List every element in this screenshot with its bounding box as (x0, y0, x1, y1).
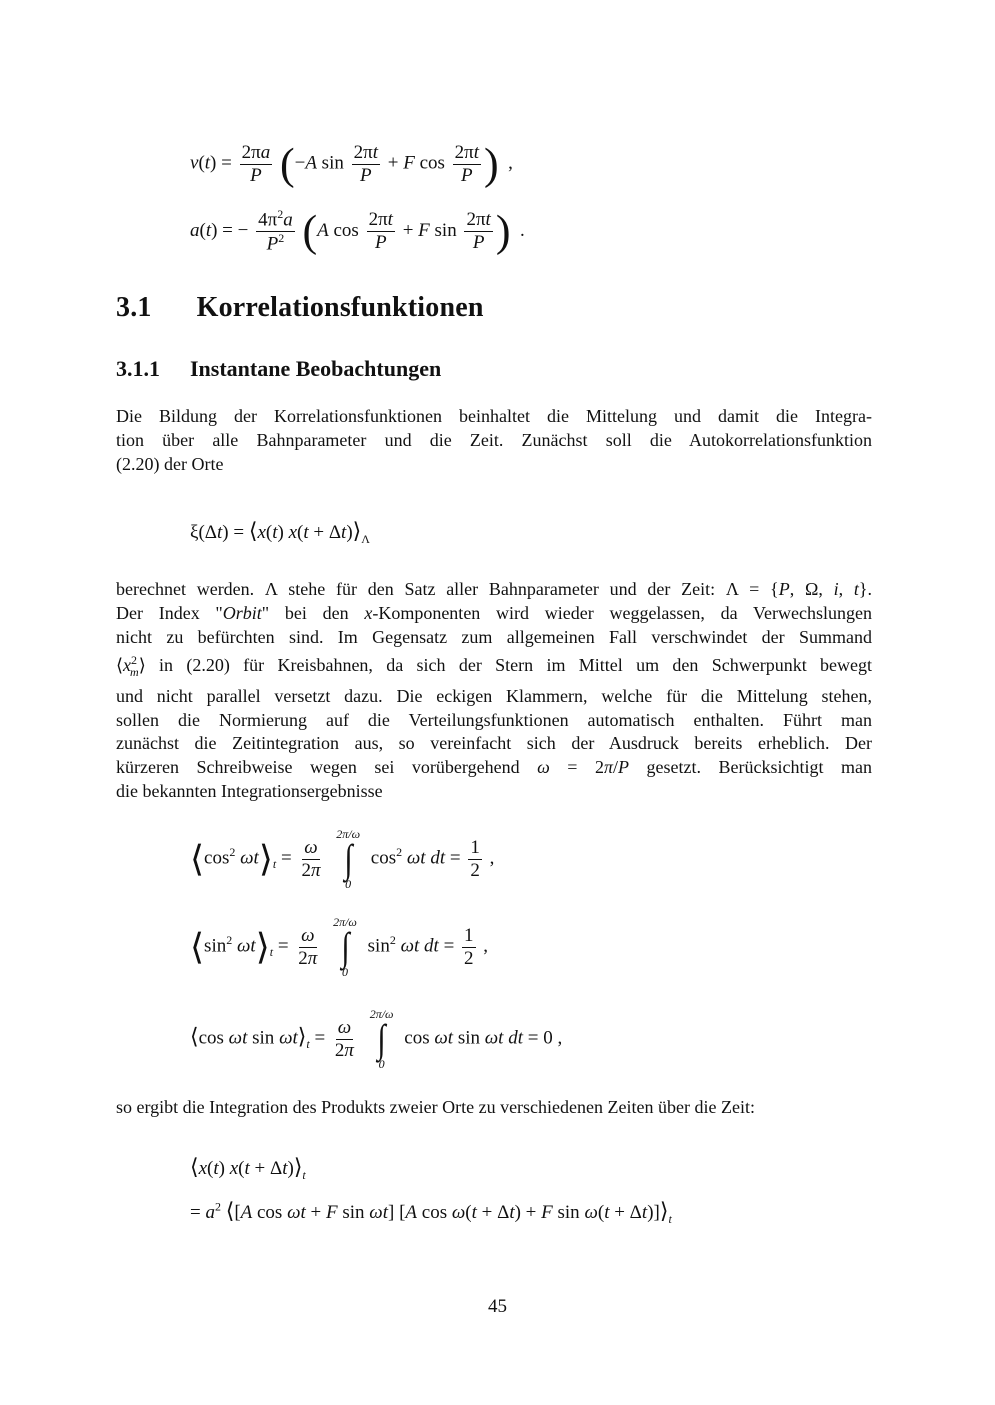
text-line: Der Index "Orbit" bei den x-Komponenten wird wieder weggelassen, da Verwechslungen (116, 602, 873, 623)
equation-xi: ξ(Δt) = ⟨x(t) $x(t + \Delta t)⟩_\Lambda$ (190, 518, 370, 546)
text-line: kürzeren Schreibweise wegen sei vorübergehend ω = 2π/P gesetzt. Berücksichtigt man (116, 757, 872, 778)
subsection-heading (116, 356, 441, 382)
text-line: nicht zu befürchten sind. Im Gegensatz zum allgemeinen Fall verschwindet der Summand (116, 626, 872, 647)
equation-final-line2: = $a^2$ ⟨[A cos ωt + F sin ωt] [A cos ω(t + Δt) + F $\sin \omega(t + \Delta t)]⟩_t$ (190, 1198, 672, 1226)
section-number: 3.1 (116, 292, 152, 323)
text-line: und nicht parallel versetzt dazu. Die eckigen Klammern, welche für die Mittelung stehen, (116, 685, 872, 706)
section-title: Korrelationsfunktionen (196, 292, 484, 323)
equation-velocity: v(t) = $\frac{2\pi a}{P}$ (−A sin $\frac{2\pi t}{P}$ + F cos $\frac{2\pi t}{P}$ ) , (190, 139, 513, 189)
text-line: die bekannten Integrationsergebnisse (116, 780, 383, 801)
subsection-title: Instantane Beobachtungen (190, 356, 442, 381)
page-number: 45 (488, 1296, 507, 1317)
paragraph-intro (116, 405, 872, 476)
equation-integral-sin2: $⟨\sin^2$ $\omega t⟩_t$ = $\frac{\omega}{2\pi}$ 2π/ω ∫ 0 $\sin^2 \omega t$ dt = $\frac{1}{2}$ , (190, 915, 489, 979)
text-line: tion über alle Bahnparameter und die Zeit. Zunächst soll die Autokorrelationsfunktion (116, 429, 872, 450)
equation-acceleration: a(t) = − $\frac{4\pi^2a}{P^2}$ (A cos $\frac{2\pi t}{P}$ + F sin $\frac{2\pi t}{P}$ ) . (190, 206, 525, 256)
text-line: zunächst die Zeitintegration aus, so vereinfacht sich der Ausdruck bereits erheblich. Der (116, 733, 872, 754)
section-heading (116, 292, 484, 324)
text-line: $⟨x^2_m⟩$ in (2.20) für Kreisbahnen, da sich der Stern im Mittel um den Schwerpunkt bewegt (116, 653, 872, 679)
equation-integral-cossin: ⟨cos ωt $\sin \omega t⟩_t$ = $\frac{\omega}{2\pi}$ 2π/ω ∫ 0 cos ωt sin ωt dt = 0 , (190, 1007, 563, 1071)
equation-integral-cos2: $⟨\cos^2$ $\omega t⟩_t$ = $\frac{\omega}{2\pi}$ 2π/ω ∫ 0 $\cos^2 \omega t$ dt = $\frac{1}{2}$ , (190, 827, 495, 891)
text-line: so ergibt die Integration des Produkts zweier Orte zu verschiedenen Zeiten über die Zeit: (116, 1097, 755, 1117)
paragraph-main (116, 578, 872, 804)
text-line: sollen die Normierung auf die Verteilungsfunktionen automatisch enthalten. Führt man (116, 709, 872, 730)
text-line: berechnet werden. Λ stehe für den Satz aller Bahnparameter und der Zeit: Λ = {P, Ω, i, t}. (116, 579, 872, 599)
equation-final-line1: ⟨x(t) $x(t + \Delta t)⟩_t$ (190, 1154, 306, 1182)
text-line: (2.20) der Orte (116, 453, 224, 474)
text-line: Die Bildung der Korrelationsfunktionen beinhaltet die Mittelung und damit die Integra- (116, 406, 872, 426)
paragraph-conclusion (116, 1096, 872, 1120)
subsection-number: 3.1.1 (116, 356, 160, 381)
